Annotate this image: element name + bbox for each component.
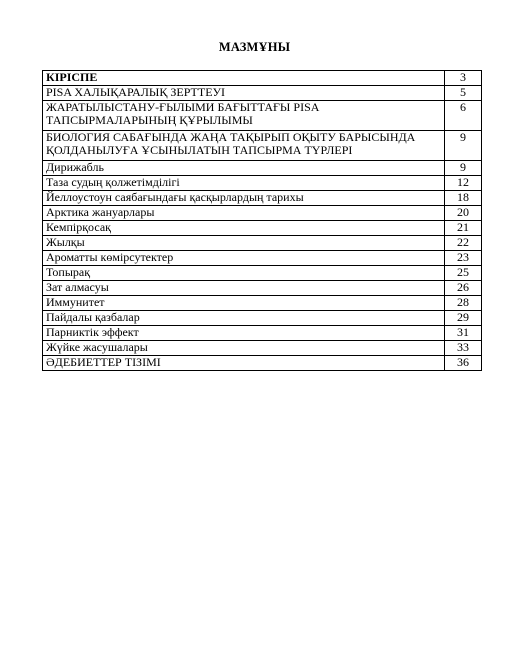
toc-row (43, 176, 482, 191)
toc-entry-label: ӘДЕБИЕТТЕР ТІЗІМІ (43, 356, 445, 371)
toc-entry-label: Йеллоустоун саябағындағы қасқырлардың тарихы (43, 191, 445, 206)
toc-entry-page: 36 (445, 356, 482, 371)
toc-entry-page: 18 (445, 191, 482, 206)
toc-entry-label: Пайдалы қазбалар (43, 311, 445, 326)
toc-entry-page: 21 (445, 221, 482, 236)
toc-row (43, 86, 482, 101)
toc-entry-label: КІРІСПЕ (43, 71, 445, 86)
toc-entry-page: 6 (445, 101, 482, 131)
toc-entry-page: 29 (445, 311, 482, 326)
toc-entry-label: Жылқы (43, 236, 445, 251)
toc-row (43, 266, 482, 281)
toc-entry-label: ЖАРАТЫЛЫСТАНУ-ҒЫЛЫМИ БАҒЫТТАҒЫ PISA ТАПСЫРМАЛАРЫНЫҢ ҚҰРЫЛЫМЫ (43, 101, 445, 131)
toc-row (43, 341, 482, 356)
toc-entry-page: 9 (445, 161, 482, 176)
toc-entry-label: БИОЛОГИЯ САБАҒЫНДА ЖАҢА ТАҚЫРЫП ОҚЫТУ БАРЫСЫНДА ҚОЛДАНЫЛУҒА ҰСЫНЫЛАТЫН ТАПСЫРМА ТҮРЛЕРІ (43, 131, 445, 161)
toc-row (43, 281, 482, 296)
toc-row (43, 206, 482, 221)
toc-entry-label: Жүйке жасушалары (43, 341, 445, 356)
toc-entry-label: Арктика жануарлары (43, 206, 445, 221)
toc-entry-page: 26 (445, 281, 482, 296)
toc-row (43, 326, 482, 341)
toc-entry-page: 20 (445, 206, 482, 221)
toc-entry-label: PISA ХАЛЫҚАРАЛЫҚ ЗЕРТТЕУІ (43, 86, 445, 101)
toc-entry-label: Кемпірқосақ (43, 221, 445, 236)
toc-row (43, 251, 482, 266)
toc-entry-page: 31 (445, 326, 482, 341)
toc-entry-page: 3 (445, 71, 482, 86)
toc-row (43, 191, 482, 206)
toc-entry-page: 23 (445, 251, 482, 266)
toc-row (43, 71, 482, 86)
toc-entry-label: Топырақ (43, 266, 445, 281)
toc-entry-page: 22 (445, 236, 482, 251)
toc-row (43, 161, 482, 176)
toc-entry-page: 5 (445, 86, 482, 101)
toc-row (43, 296, 482, 311)
toc-entry-page: 9 (445, 131, 482, 161)
page-title: МАЗМҰНЫ (218, 40, 291, 54)
toc-entry-label: Парниктік эффект (43, 326, 445, 341)
toc-entry-page: 28 (445, 296, 482, 311)
toc-row (43, 356, 482, 371)
toc-entry-page: 25 (445, 266, 482, 281)
toc-entry-label: Иммунитет (43, 296, 445, 311)
table-of-contents (42, 70, 482, 371)
toc-entry-label: Ароматты көмірсутектер (43, 251, 445, 266)
toc-row (43, 221, 482, 236)
toc-row (43, 131, 482, 161)
toc-row (43, 101, 482, 131)
toc-row (43, 311, 482, 326)
toc-entry-label: Таза судың қолжетімділігі (43, 176, 445, 191)
toc-row (43, 236, 482, 251)
toc-entry-label: Дирижабль (43, 161, 445, 176)
toc-entry-label: Зат алмасуы (43, 281, 445, 296)
toc-entry-page: 33 (445, 341, 482, 356)
toc-entry-page: 12 (445, 176, 482, 191)
